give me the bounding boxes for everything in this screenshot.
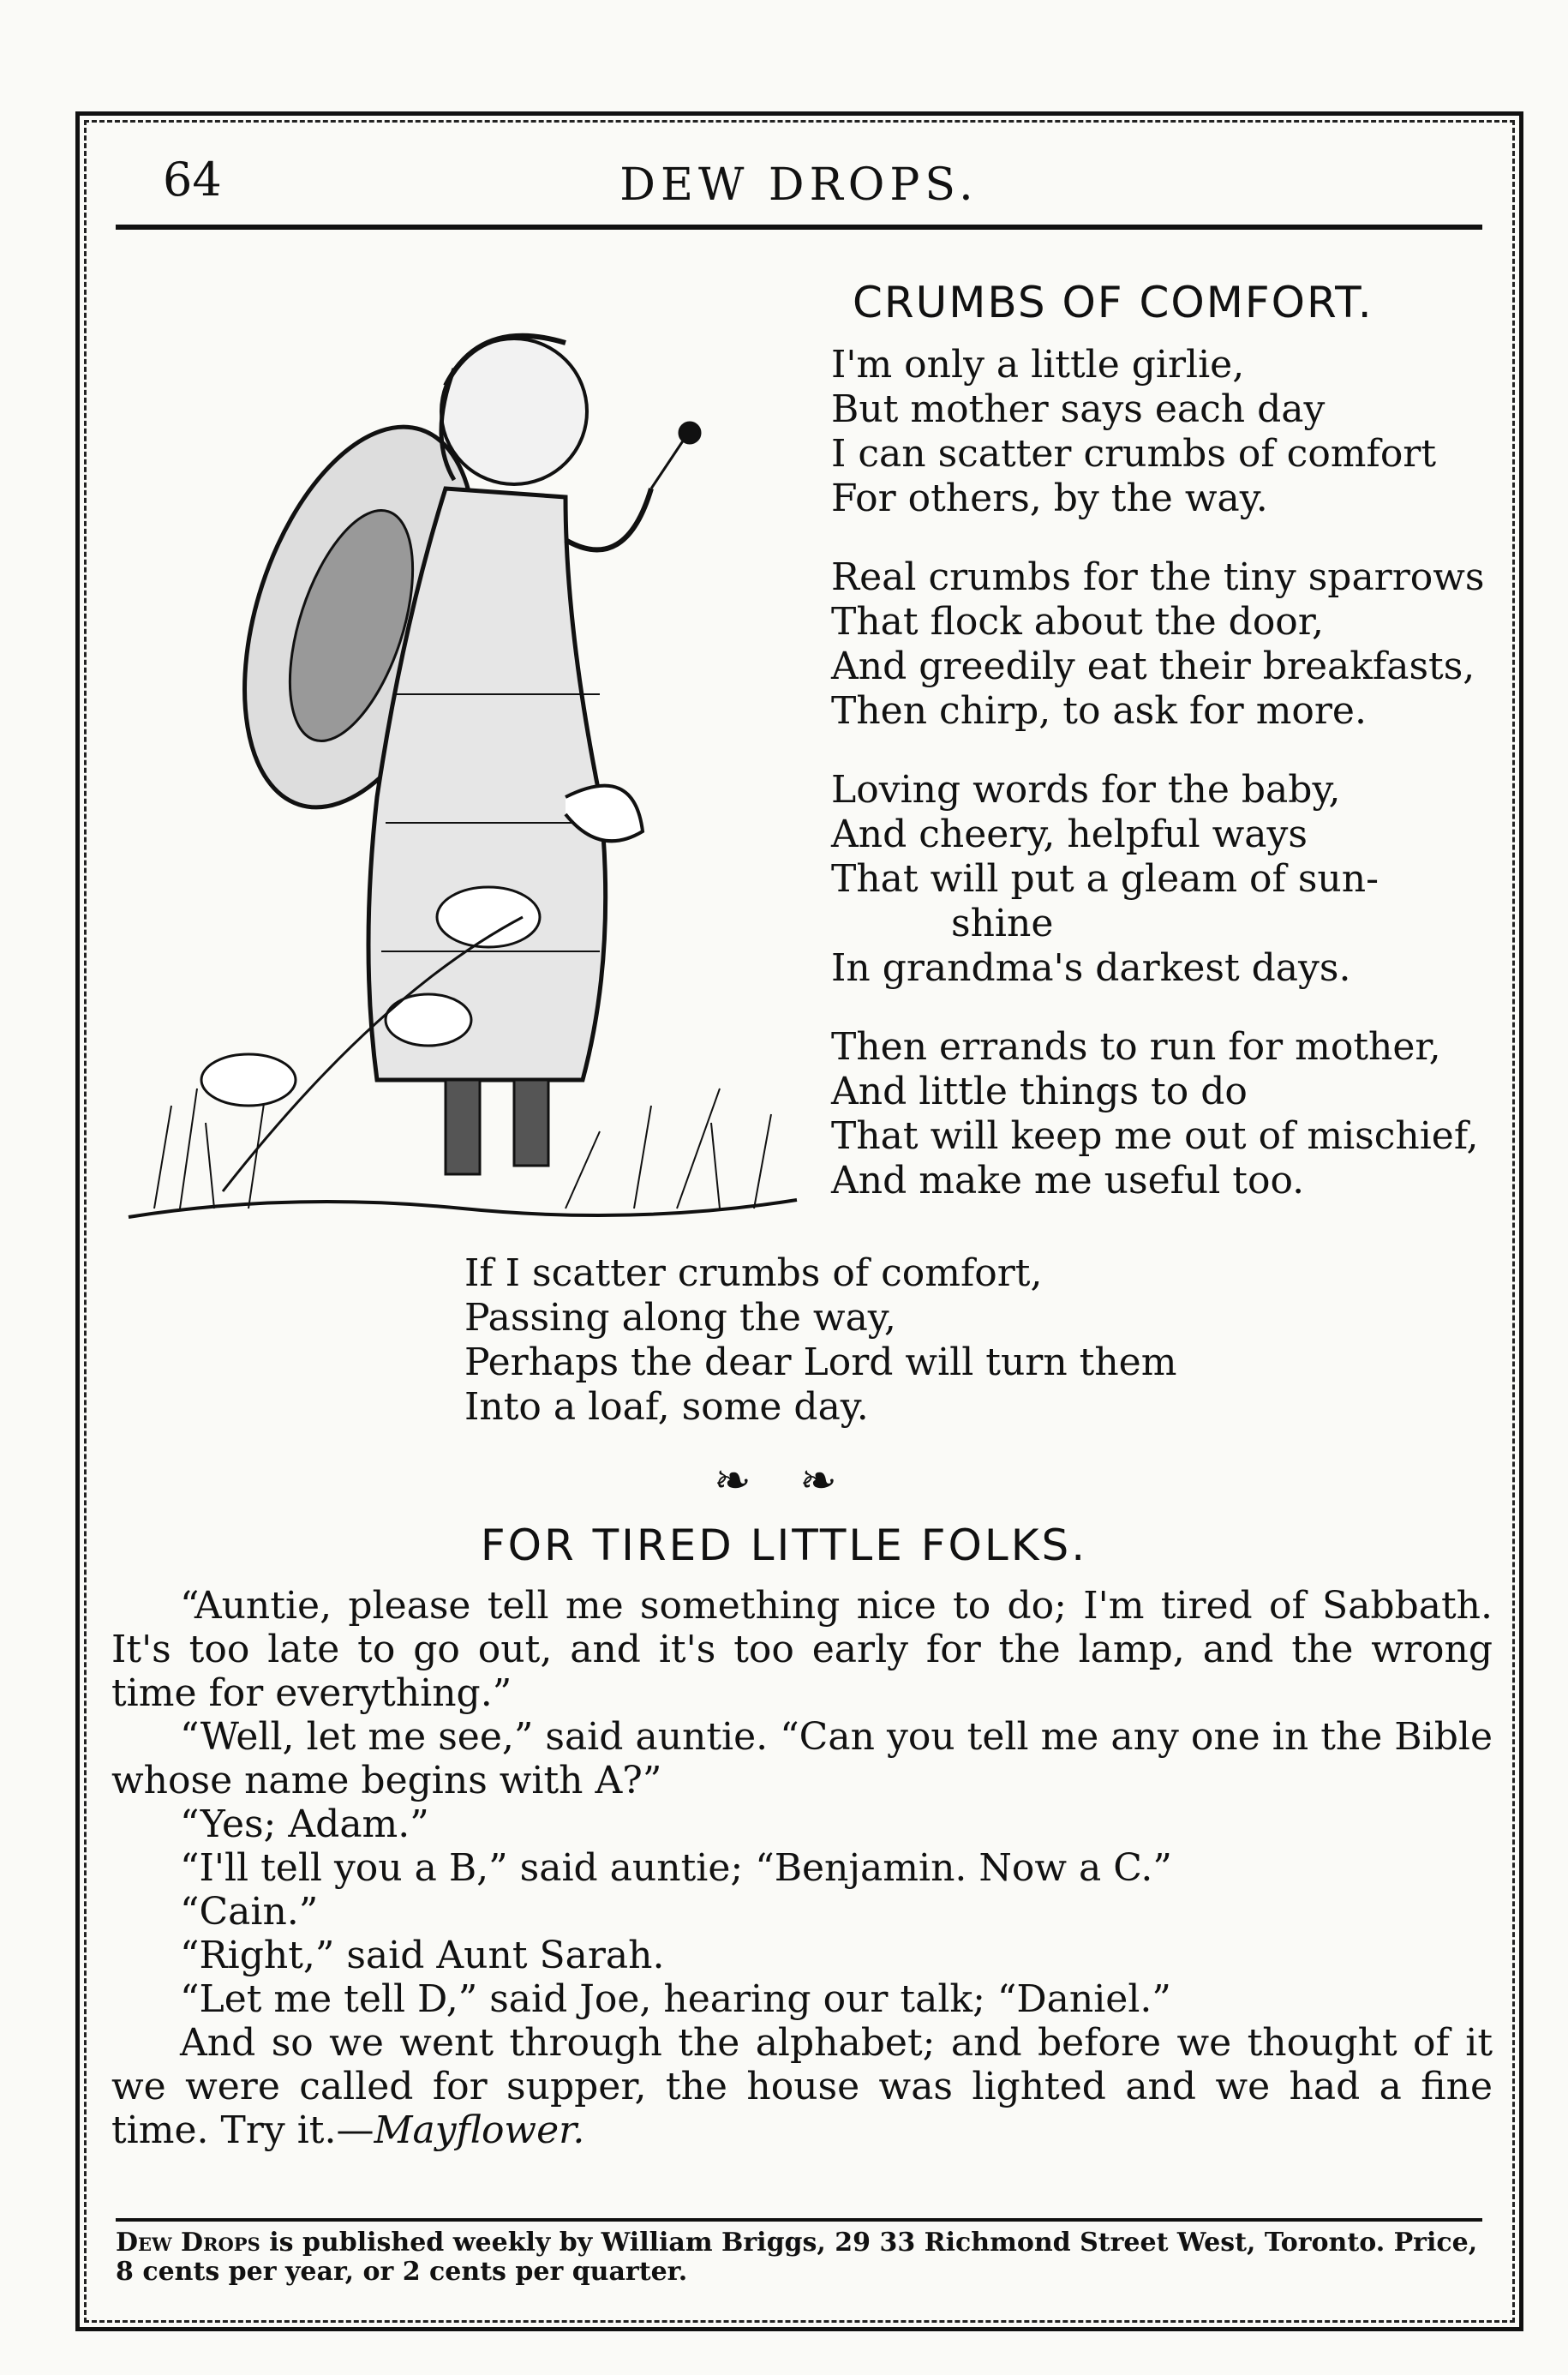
- final-stanza: [464, 1251, 1236, 1430]
- poem-line: Then chirp, to ask for more.: [831, 689, 1367, 733]
- poem-line: For others, by the way.: [831, 477, 1268, 520]
- stanza: [831, 343, 1491, 521]
- poem-line: That flock about the door,: [831, 600, 1324, 644]
- footer-publication-name: Dew Drops: [116, 2228, 260, 2258]
- story-paragraph: “I'll tell you a B,” said auntie; “Benjamin. Now a C.”: [180, 1846, 1172, 1890]
- poem-line: And greedily eat their breakfasts,: [831, 645, 1475, 688]
- poem-line: Then errands to run for mother,: [831, 1025, 1441, 1069]
- story-paragraph-text: And so we went through the alphabet; and before we thought of it we were called for supper, the house was lighted and we had a fine time. Try it.—: [111, 2021, 1493, 2152]
- stanza: [831, 768, 1491, 991]
- poem-stanzas: [831, 343, 1491, 1238]
- story-paragraph: “Yes; Adam.”: [180, 1802, 429, 1846]
- story-paragraph-final: [111, 2021, 1493, 2152]
- poem-line: Loving words for the baby,: [831, 768, 1341, 812]
- poem-line: And cheery, helpful ways: [831, 813, 1308, 856]
- poem-line: But mother says each day: [831, 387, 1326, 431]
- page-header: [116, 150, 1482, 236]
- poem-title: CRUMBS OF COMFORT.: [853, 278, 1373, 327]
- masthead-title: DEW DROPS.: [619, 159, 979, 211]
- header-rule: [116, 225, 1482, 230]
- girl-illustration: [120, 266, 805, 1251]
- fleuron-ornament: ❧ ❧: [714, 1455, 854, 1507]
- story-attribution: Mayflower.: [374, 2108, 585, 2152]
- poem-line: Into a loaf, some day.: [464, 1385, 869, 1429]
- poem-line: That will keep me out of mischief,: [831, 1114, 1479, 1158]
- story-paragraph: “Auntie, please tell me something nice to do; I'm tired of Sabbath. It's too late to go out, and it's too early for the lamp, and the wrong time for everything.”: [111, 1584, 1493, 1715]
- publication-footer: [116, 2228, 1487, 2287]
- footer-rule: [116, 2218, 1482, 2222]
- poem-line: I can scatter crumbs of comfort: [831, 432, 1437, 476]
- poem-line: If I scatter crumbs of comfort,: [464, 1251, 1043, 1295]
- poem-line: In grandma's darkest days.: [831, 946, 1351, 990]
- poem-line: I'm only a little girlie,: [831, 343, 1245, 387]
- poem-line: And make me useful too.: [831, 1159, 1305, 1202]
- poem-line: That will put a gleam of sun-: [831, 857, 1379, 901]
- story-paragraph: “Let me tell D,” said Joe, hearing our talk; “Daniel.”: [180, 1977, 1171, 2021]
- story-paragraph: “Cain.”: [180, 1890, 319, 1934]
- footer-text: is published weekly by William Briggs, 29 33 Richmond Street West, Toronto. Price, 8 cents per year, or 2 cents per quarter.: [116, 2228, 1478, 2287]
- poem-line: shine: [951, 902, 1054, 945]
- stanza: [831, 555, 1491, 734]
- poem-line: And little things to do: [831, 1070, 1248, 1113]
- poem-line: Passing along the way,: [464, 1296, 896, 1340]
- story-title: FOR TIRED LITTLE FOLKS.: [480, 1520, 1088, 1570]
- page-number: 64: [163, 153, 222, 207]
- story-paragraph: “Well, let me see,” said auntie. “Can you tell me any one in the Bible whose name begins with A?”: [111, 1715, 1493, 1802]
- poem-line: Real crumbs for the tiny sparrows: [831, 555, 1485, 599]
- story-body: [111, 1584, 1493, 2152]
- stanza: [831, 1025, 1491, 1203]
- story-paragraph: “Right,” said Aunt Sarah.: [180, 1934, 665, 1977]
- poem-line: Perhaps the dear Lord will turn them: [464, 1340, 1177, 1384]
